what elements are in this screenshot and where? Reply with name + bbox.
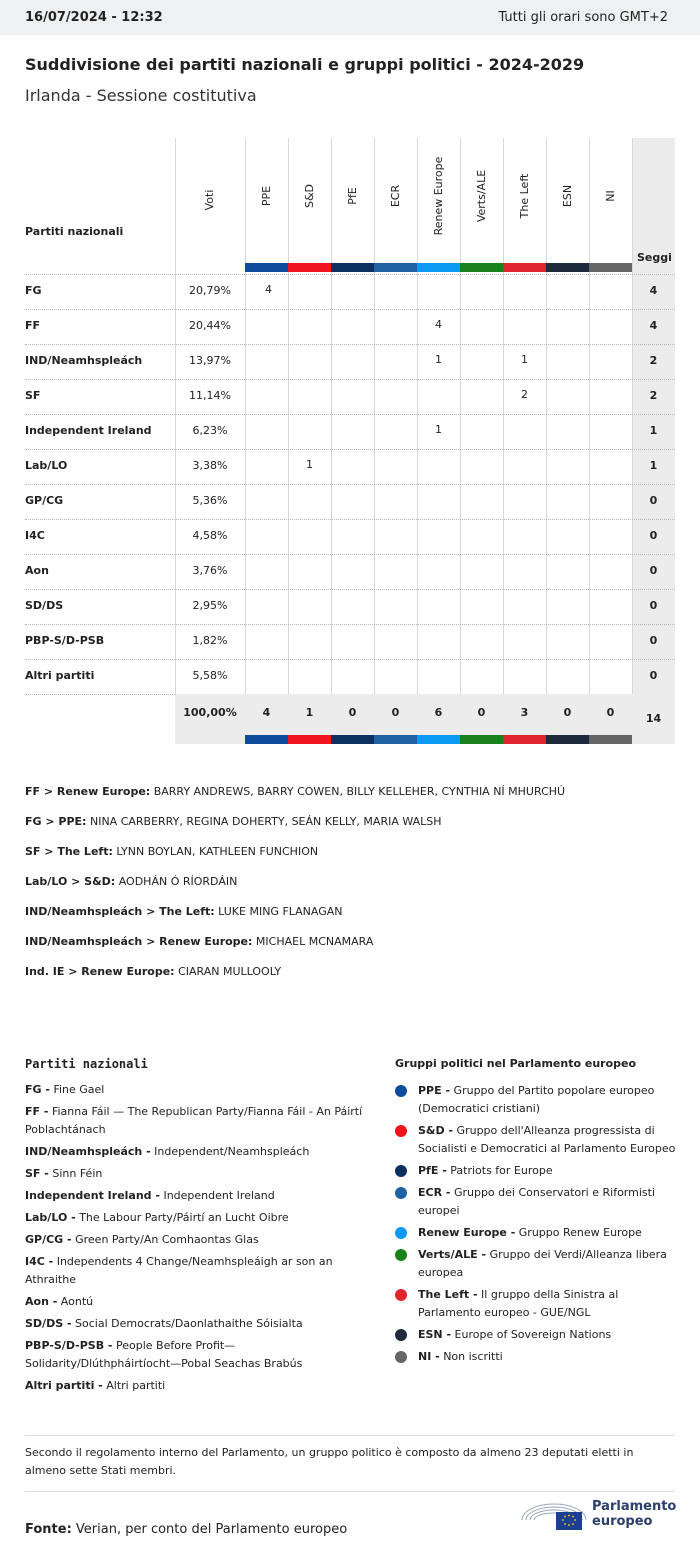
column-divider (589, 138, 590, 694)
party-column-header: Partiti nazionali (25, 225, 124, 238)
group-color-dot-icon (395, 1187, 407, 1199)
party-full-name: Fianna Fáil — The Republican Party/Fianna Fáil - An Páirtí Poblachtánach (25, 1105, 363, 1136)
total-seats-cell: 4 (649, 284, 658, 297)
group-column-header: S&D (302, 183, 316, 209)
party-full-name: The Labour Party/Páirtí an Lucht Oibre (79, 1211, 289, 1224)
column-divider (331, 138, 332, 694)
seats-column-background (632, 138, 675, 744)
party-legend-item (25, 1315, 370, 1333)
group-color-bar-top (589, 263, 632, 272)
group-total-cell: 4 (262, 706, 271, 719)
allocation-line (25, 815, 675, 845)
party-name: GP/CG (25, 494, 64, 507)
party-legend-item (25, 1143, 370, 1161)
party-abbreviation: Altri partiti - (25, 1379, 103, 1392)
total-seats-cell: 0 (649, 599, 658, 612)
party-name: Independent Ireland (25, 424, 152, 437)
group-total-cell: 0 (348, 706, 357, 719)
group-legend-item (395, 1184, 680, 1220)
party-legend-item (25, 1231, 370, 1249)
national-parties-legend-title: Partiti nazionali (25, 1057, 148, 1071)
column-divider (460, 138, 461, 694)
party-full-name: Aontú (60, 1295, 94, 1308)
party-abbreviation: SD/DS - (25, 1317, 72, 1330)
seat-count-cell: 1 (435, 423, 442, 436)
group-abbreviation: Renew Europe - (418, 1226, 516, 1239)
group-full-name: Gruppo del Partito popolare europeo (Democratici cristiani) (418, 1084, 655, 1115)
total-seats-cell: 2 (649, 389, 658, 402)
total-seats-cell: 0 (649, 529, 658, 542)
party-legend-item (25, 1103, 370, 1139)
row-divider (25, 344, 675, 345)
group-total-cell: 0 (606, 706, 615, 719)
group-color-bar-top (288, 263, 331, 272)
top-bar (0, 0, 700, 35)
row-divider (25, 484, 675, 485)
seat-count-cell: 4 (265, 283, 272, 296)
group-column-header: ESN (560, 184, 574, 208)
seat-count-cell: 4 (435, 318, 442, 331)
allocation-key: IND/Neamhspleách > Renew Europe: (25, 935, 253, 948)
party-legend-item (25, 1337, 370, 1373)
seat-allocations (25, 785, 675, 995)
group-color-dot-icon (395, 1329, 407, 1341)
allocation-key: IND/Neamhspleách > The Left: (25, 905, 215, 918)
party-full-name: Sinn Féin (52, 1167, 103, 1180)
group-color-bar-top (546, 263, 589, 272)
votes-column-header: Voti (203, 189, 216, 211)
group-abbreviation: PfE - (418, 1164, 447, 1177)
group-color-bar-top (417, 263, 460, 272)
group-full-name: Gruppo Renew Europe (518, 1226, 642, 1239)
column-divider (417, 138, 418, 694)
party-full-name: Fine Gael (53, 1083, 105, 1096)
group-color-bar-bottom (245, 735, 288, 744)
group-color-bar-top (331, 263, 374, 272)
row-divider (25, 659, 675, 660)
group-abbreviation: S&D - (418, 1124, 454, 1137)
row-divider (25, 694, 175, 695)
votes-cell: 1,82% (192, 634, 228, 647)
group-color-bar-top (503, 263, 546, 272)
party-abbreviation: Independent Ireland - (25, 1189, 160, 1202)
total-seats-cell: 0 (649, 669, 658, 682)
source-label: Fonte: (25, 1522, 72, 1537)
group-legend-item (395, 1326, 680, 1344)
row-divider (25, 589, 675, 590)
party-full-name: People Before Profit—Solidarity/Dlúthpháirtíocht—Pobal Seachas Brabús (25, 1339, 303, 1370)
allocation-names: LUKE MING FLANAGAN (218, 905, 343, 918)
party-abbreviation: IND/Neamhspleách - (25, 1145, 151, 1158)
group-column-header: The Left (517, 173, 531, 219)
source (25, 1522, 347, 1537)
row-divider (25, 379, 675, 380)
party-abbreviation: Aon - (25, 1295, 58, 1308)
rules-note: Secondo il regolamento interno del Parlamento, un gruppo politico è composto da almeno 23 deputati eletti in almeno sette Stati membri. (25, 1435, 675, 1492)
party-legend-item (25, 1293, 370, 1311)
votes-cell: 2,95% (192, 599, 228, 612)
column-divider (288, 138, 289, 694)
group-color-dot-icon (395, 1249, 407, 1261)
group-color-bar-top (460, 263, 503, 272)
group-column-header: NI (603, 190, 617, 202)
row-divider (25, 274, 675, 275)
party-abbreviation: Lab/LO - (25, 1211, 76, 1224)
total-seats-cell: 0 (649, 494, 658, 507)
datetime: 16/07/2024 - 12:32 (25, 10, 163, 25)
group-color-bar-bottom (417, 735, 460, 744)
group-color-dot-icon (395, 1351, 407, 1363)
party-abbreviation: I4C - (25, 1255, 54, 1268)
group-color-dot-icon (395, 1125, 407, 1137)
group-color-dot-icon (395, 1289, 407, 1301)
group-total-cell: 0 (477, 706, 486, 719)
group-legend-text (418, 1286, 680, 1322)
column-divider (245, 138, 246, 694)
group-legend-item (395, 1082, 680, 1118)
group-color-bar-bottom (331, 735, 374, 744)
party-name: Aon (25, 564, 49, 577)
group-legend-item (395, 1122, 680, 1158)
allocation-names: AODHÁN Ó RÍORDÁIN (118, 875, 238, 888)
party-legend-item (25, 1081, 370, 1099)
grand-total-seats: 14 (645, 712, 662, 725)
seat-count-cell: 1 (435, 353, 442, 366)
votes-cell: 11,14% (189, 389, 231, 402)
party-legend-item (25, 1165, 370, 1183)
group-abbreviation: ESN - (418, 1328, 452, 1341)
group-color-dot-icon (395, 1165, 407, 1177)
group-legend-text (418, 1326, 611, 1344)
group-legend-text (418, 1184, 680, 1220)
allocation-key: Ind. IE > Renew Europe: (25, 965, 175, 978)
seat-count-cell: 1 (306, 458, 313, 471)
party-name: Altri partiti (25, 669, 95, 682)
allocation-line (25, 845, 675, 875)
group-legend-text (418, 1082, 680, 1118)
group-color-bar-bottom (589, 735, 632, 744)
total-votes-cell: 100,00% (183, 706, 237, 719)
column-divider (503, 138, 504, 694)
page-title: Suddivisione dei partiti nazionali e gruppi politici - 2024-2029 (25, 55, 585, 74)
party-abbreviation: FG - (25, 1083, 50, 1096)
logo-line-1: Parlamento (592, 1499, 677, 1514)
party-legend-item (25, 1377, 370, 1395)
group-legend-item (395, 1348, 680, 1366)
allocation-names: LYNN BOYLAN, KATHLEEN FUNCHION (116, 845, 319, 858)
group-abbreviation: Verts/ALE - (418, 1248, 487, 1261)
national-parties-legend (25, 1055, 370, 1399)
party-abbreviation: SF - (25, 1167, 49, 1180)
page-subtitle: Irlanda - Sessione costitutiva (25, 86, 257, 105)
allocation-key: FG > PPE: (25, 815, 87, 828)
allocation-key: Lab/LO > S&D: (25, 875, 116, 888)
total-seats-cell: 0 (649, 634, 658, 647)
party-full-name: Social Democrats/Daonlathaithe Sóisialta (75, 1317, 303, 1330)
group-column-header: PPE (259, 185, 273, 207)
allocation-key: SF > The Left: (25, 845, 113, 858)
group-legend-text (418, 1224, 642, 1242)
party-name: FF (25, 319, 41, 332)
group-total-cell: 6 (434, 706, 443, 719)
group-color-bar-bottom (374, 735, 417, 744)
votes-cell: 5,58% (192, 669, 228, 682)
allocation-names: MICHAEL MCNAMARA (255, 935, 374, 948)
timezone-note: Tutti gli orari sono GMT+2 (498, 10, 668, 25)
allocation-line (25, 875, 675, 905)
party-legend-item (25, 1187, 370, 1205)
group-total-cell: 0 (391, 706, 400, 719)
group-color-bar-top (245, 263, 288, 272)
group-legend-text (418, 1122, 680, 1158)
parliament-logo (520, 1496, 676, 1532)
votes-cell: 20,44% (189, 319, 231, 332)
group-abbreviation: The Left - (418, 1288, 478, 1301)
group-abbreviation: ECR - (418, 1186, 451, 1199)
party-full-name: Altri partiti (106, 1379, 166, 1392)
total-seats-cell: 2 (649, 354, 658, 367)
group-color-dot-icon (395, 1085, 407, 1097)
group-abbreviation: PPE - (418, 1084, 451, 1097)
column-divider (546, 138, 547, 694)
allocation-names: BARRY ANDREWS, BARRY COWEN, BILLY KELLEHER, CYNTHIA NÍ MHURCHÚ (153, 785, 566, 798)
group-color-dot-icon (395, 1227, 407, 1239)
party-name: Lab/LO (25, 459, 68, 472)
votes-cell: 5,36% (192, 494, 228, 507)
votes-cell: 20,79% (189, 284, 231, 297)
group-legend-item (395, 1286, 680, 1322)
party-abbreviation: PBP-S/D-PSB - (25, 1339, 113, 1352)
seat-count-cell: 1 (521, 353, 528, 366)
seat-count-cell: 2 (521, 388, 528, 401)
total-seats-cell: 0 (649, 564, 658, 577)
group-column-header: Verts/ALE (474, 169, 488, 223)
group-color-bar-top (374, 263, 417, 272)
group-full-name: Patriots for Europe (450, 1164, 553, 1177)
group-color-bar-bottom (460, 735, 503, 744)
allocation-line (25, 905, 675, 935)
group-full-name: Gruppo dell'Alleanza progressista di Socialisti e Democratici al Parlamento Europeo (418, 1124, 676, 1155)
party-full-name: Independent Ireland (163, 1189, 275, 1202)
group-full-name: Il gruppo della Sinistra al Parlamento europeo - GUE/NGL (418, 1288, 619, 1319)
group-total-cell: 0 (563, 706, 572, 719)
column-divider (374, 138, 375, 694)
group-full-name: Gruppo dei Verdi/Alleanza libera europea (418, 1248, 667, 1279)
allocation-names: CIARAN MULLOOLY (178, 965, 282, 978)
party-name: FG (25, 284, 42, 297)
party-name: PBP-S/D-PSB (25, 634, 105, 647)
group-full-name: Europe of Sovereign Nations (454, 1328, 612, 1341)
political-groups-legend (395, 1055, 680, 1370)
group-legend-text (418, 1246, 680, 1282)
total-seats-cell: 1 (649, 459, 658, 472)
group-legend-text (418, 1162, 553, 1180)
group-total-cell: 1 (305, 706, 314, 719)
party-name: SD/DS (25, 599, 64, 612)
group-column-header: PfE (345, 187, 359, 205)
votes-cell: 13,97% (189, 354, 231, 367)
party-abbreviation: FF - (25, 1105, 49, 1118)
logo-line-2: europeo (592, 1514, 653, 1529)
group-color-bar-bottom (546, 735, 589, 744)
votes-cell: 6,23% (192, 424, 228, 437)
group-column-header: ECR (388, 184, 402, 208)
political-groups-legend-title: Gruppi politici nel Parlamento europeo (395, 1057, 637, 1070)
group-legend-item (395, 1224, 680, 1242)
group-full-name: Gruppo dei Conservatori e Riformisti europei (418, 1186, 656, 1217)
group-full-name: Non iscritti (443, 1350, 503, 1363)
allocation-line (25, 935, 675, 965)
party-full-name: Green Party/An Comhaontas Glas (75, 1233, 259, 1246)
votes-cell: 4,58% (192, 529, 228, 542)
row-divider (25, 449, 675, 450)
group-total-cell: 3 (520, 706, 529, 719)
row-divider (25, 519, 675, 520)
results-table (25, 138, 675, 744)
row-divider (25, 414, 675, 415)
row-divider (25, 624, 675, 625)
votes-cell: 3,38% (192, 459, 228, 472)
group-color-bar-bottom (503, 735, 546, 744)
group-legend-text (418, 1348, 503, 1366)
allocation-key: FF > Renew Europe: (25, 785, 151, 798)
party-name: SF (25, 389, 41, 402)
party-full-name: Independents 4 Change/Neamhspleáigh ar son an Athraithe (25, 1255, 333, 1286)
group-abbreviation: NI - (418, 1350, 440, 1363)
source-text: Verian, per conto del Parlamento europeo (75, 1522, 348, 1537)
group-legend-item (395, 1162, 680, 1180)
hemicycle-icon (520, 1496, 588, 1532)
party-name: IND/Neamhspleách (25, 354, 143, 367)
party-full-name: Independent/Neamhspleách (154, 1145, 310, 1158)
party-legend-item (25, 1253, 370, 1289)
allocation-line (25, 785, 675, 815)
seats-column-header: Seggi (637, 251, 672, 264)
row-divider (25, 309, 675, 310)
group-column-header: Renew Europe (431, 156, 445, 236)
row-divider (25, 554, 675, 555)
party-abbreviation: GP/CG - (25, 1233, 72, 1246)
total-seats-cell: 1 (649, 424, 658, 437)
votes-cell: 3,76% (192, 564, 228, 577)
group-legend-item (395, 1246, 680, 1282)
party-legend-item (25, 1209, 370, 1227)
party-name: I4C (25, 529, 45, 542)
allocation-line (25, 965, 675, 995)
allocation-names: NINA CARBERRY, REGINA DOHERTY, SEÁN KELLY, MARIA WALSH (89, 815, 442, 828)
group-color-bar-bottom (288, 735, 331, 744)
total-seats-cell: 4 (649, 319, 658, 332)
